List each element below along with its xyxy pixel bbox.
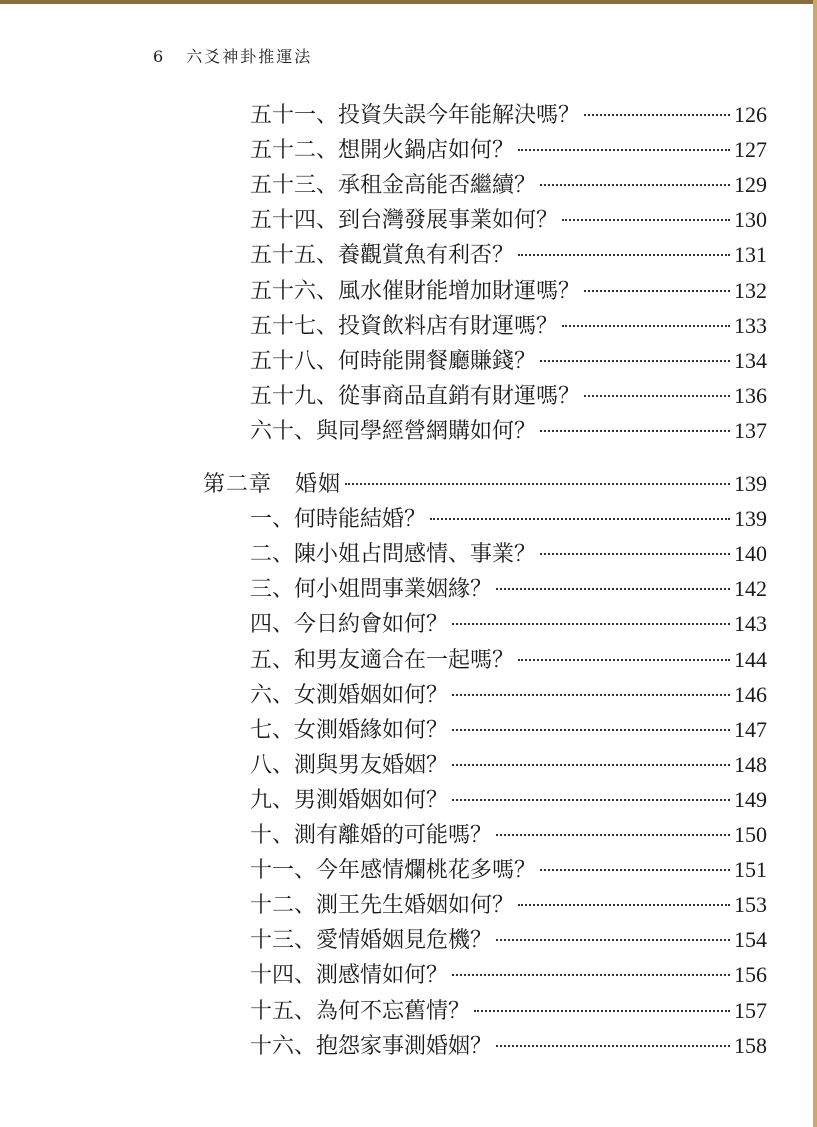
toc-entry xyxy=(250,925,767,955)
entry-page-number: 133 xyxy=(734,313,767,338)
entry-title: 二、陳小姐占問感情、事業？ xyxy=(250,542,537,567)
dot-leader xyxy=(540,553,730,555)
dot-leader xyxy=(452,974,730,976)
toc-entry xyxy=(250,750,767,780)
entry-page-number: 132 xyxy=(734,278,767,303)
dot-leader xyxy=(474,1010,730,1012)
page-number: 6 xyxy=(153,47,166,66)
entry-page-number: 131 xyxy=(734,242,767,267)
toc-entry xyxy=(250,1031,767,1061)
toc-entry xyxy=(250,785,767,815)
entry-title: 六十、與同學經營網購如何？ xyxy=(250,419,537,444)
toc-entry xyxy=(250,715,767,745)
toc-entry xyxy=(250,680,767,710)
toc-entry xyxy=(250,135,767,165)
entry-page-number: 129 xyxy=(734,172,767,197)
entry-title: 八、測與男友婚姻？ xyxy=(250,753,449,778)
entry-page-number: 157 xyxy=(734,998,767,1023)
entry-title: 十四、測感情如何？ xyxy=(250,963,449,988)
dot-leader xyxy=(584,290,730,292)
entry-page-number: 142 xyxy=(734,576,767,601)
dot-leader xyxy=(452,729,730,731)
entry-title: 七、女測婚緣如何？ xyxy=(250,718,449,743)
entry-page-number: 126 xyxy=(734,102,767,127)
dot-leader xyxy=(518,904,730,906)
dot-leader xyxy=(496,588,730,590)
entry-title: 十五、為何不忘舊情？ xyxy=(250,999,471,1024)
entry-title: 十、測有離婚的可能嗎？ xyxy=(250,823,493,848)
entry-title: 五十七、投資飲料店有財運嗎？ xyxy=(250,314,559,339)
dot-leader xyxy=(518,149,730,151)
toc-entry xyxy=(250,855,767,885)
entry-page-number: 140 xyxy=(734,541,767,566)
toc-entry xyxy=(250,311,767,341)
dot-leader xyxy=(584,114,730,116)
entry-title: 六、女測婚姻如何？ xyxy=(250,683,449,708)
entry-page-number: 151 xyxy=(734,857,767,882)
running-head xyxy=(153,44,312,67)
entry-title: 五十八、何時能開餐廳賺錢？ xyxy=(250,349,537,374)
entry-page-number: 150 xyxy=(734,822,767,847)
entry-title: 十三、愛情婚姻見危機？ xyxy=(250,928,493,953)
entry-title: 五十一、投資失誤今年能解決嗎？ xyxy=(250,103,581,128)
dot-leader xyxy=(452,623,730,625)
dot-leader xyxy=(518,254,730,256)
dot-leader xyxy=(584,395,730,397)
entry-page-number: 154 xyxy=(734,927,767,952)
toc-entry xyxy=(250,539,767,569)
entry-page-number: 156 xyxy=(734,962,767,987)
entry-title: 十六、抱怨家事測婚姻？ xyxy=(250,1034,493,1059)
entry-page-number: 148 xyxy=(734,752,767,777)
toc-entry xyxy=(250,240,767,270)
toc-entry xyxy=(250,890,767,920)
toc-entry xyxy=(250,276,767,306)
chapter-heading xyxy=(203,469,767,499)
dot-leader xyxy=(518,659,730,661)
entry-page-number: 153 xyxy=(734,892,767,917)
entry-title: 三、何小姐問事業姻緣？ xyxy=(250,577,493,602)
entry-title: 十二、測王先生婚姻如何？ xyxy=(250,893,515,918)
top-border xyxy=(0,0,817,4)
dot-leader xyxy=(540,869,730,871)
dot-leader xyxy=(496,834,730,836)
entry-title: 十一、今年感情爛桃花多嗎？ xyxy=(250,858,537,883)
dot-leader xyxy=(452,799,730,801)
toc-entry xyxy=(250,205,767,235)
toc-entry xyxy=(250,609,767,639)
entry-page-number: 158 xyxy=(734,1033,767,1058)
entry-title: 五十四、到台灣發展事業如何？ xyxy=(250,208,559,233)
dot-leader xyxy=(562,325,730,327)
entry-page-number: 146 xyxy=(734,682,767,707)
entry-page-number: 139 xyxy=(734,506,767,531)
toc-entry xyxy=(250,381,767,411)
dot-leader xyxy=(540,360,730,362)
entry-page-number: 137 xyxy=(734,418,767,443)
dot-leader xyxy=(496,1045,730,1047)
toc-entry xyxy=(250,960,767,990)
toc-entry xyxy=(250,416,767,446)
entry-title: 五十三、承租金高能否繼續？ xyxy=(250,173,537,198)
page-edge xyxy=(813,0,817,1127)
entry-title: 五、和男友適合在一起嗎？ xyxy=(250,648,515,673)
entry-page-number: 143 xyxy=(734,611,767,636)
toc-entry xyxy=(250,346,767,376)
entry-page-number: 147 xyxy=(734,717,767,742)
book-title: 六爻神卦推運法 xyxy=(186,47,313,66)
dot-leader xyxy=(540,184,730,186)
entry-page-number: 130 xyxy=(734,207,767,232)
dot-leader xyxy=(496,939,730,941)
entry-title: 五十九、從事商品直銷有財運嗎？ xyxy=(250,384,581,409)
toc-entry xyxy=(250,504,767,534)
dot-leader xyxy=(562,219,730,221)
dot-leader xyxy=(345,483,730,485)
entry-title: 四、今日約會如何？ xyxy=(250,612,449,637)
toc-entry xyxy=(250,574,767,604)
entry-title: 第二章 婚姻 xyxy=(203,472,342,497)
dot-leader xyxy=(540,430,730,432)
toc-entry xyxy=(250,170,767,200)
entry-title: 五十五、養觀賞魚有利否？ xyxy=(250,243,515,268)
entry-page-number: 149 xyxy=(734,787,767,812)
entry-title: 五十二、想開火鍋店如何？ xyxy=(250,138,515,163)
entry-page-number: 139 xyxy=(734,471,767,496)
dot-leader xyxy=(452,764,730,766)
toc-entry xyxy=(250,645,767,675)
entry-page-number: 134 xyxy=(734,348,767,373)
entry-title: 一、何時能結婚？ xyxy=(250,507,427,532)
toc-entry xyxy=(250,100,767,130)
entry-title: 五十六、風水催財能增加財運嗎？ xyxy=(250,279,581,304)
dot-leader xyxy=(452,694,730,696)
toc-entry xyxy=(250,820,767,850)
entry-title: 九、男測婚姻如何？ xyxy=(250,788,449,813)
dot-leader xyxy=(430,518,730,520)
entry-page-number: 127 xyxy=(734,137,767,162)
toc-entry xyxy=(250,996,767,1026)
entry-page-number: 144 xyxy=(734,647,767,672)
entry-page-number: 136 xyxy=(734,383,767,408)
